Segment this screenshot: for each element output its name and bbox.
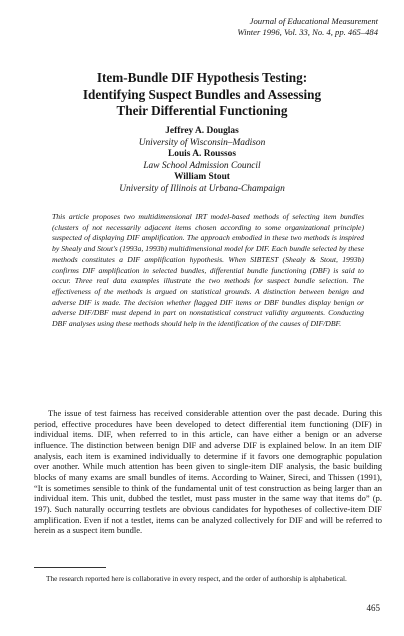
title-line-3: Their Differential Functioning [116,103,288,118]
author-name: William Stout [174,172,230,182]
abstract: This article proposes two multidimensional IRT model-based methods of selecting item bundles (clusters of not necessarily adjacent items chosen according to some organizational principle) suspected of displaying DIF amplification. The approach embodied in these two methods is inspired by Shealy and Stout's (1993a, 1993b) multidimensional model for DIF. Each bundle selected by these methods constitutes a DIF amplification hypothesis. When SIBTEST (Shealy & Stout, 1993b) confirms DIF amplification in selected bundles, differential bundle functioning (DBF) is said to occur. Three real data examples illustrate the two methods for suspect bundle selection. The effectiveness of the methods is argued on statistical grounds. A distinction between benign and adverse DIF is made. The decision whether flagged DIF items or DBF bundles display benign or adverse DIF/DBF must depend in part on nonstatistical construct validity arguments. Conducting DBF analyses using these methods should help in the identification of the causes of DIF/DBF. [52,212,364,329]
footnote: The research reported here is collaborative in every respect, and the order of authorship is alphabetical. [46,574,347,583]
article-title [0,70,404,120]
author-name: Jeffrey A. Douglas [165,126,239,136]
journal-name: Journal of Educational Measurement [249,16,378,26]
author-affiliation: University of Wisconsin–Madison [138,137,266,148]
author-affiliation: University of Illinois at Urbana-Champaign [119,183,285,194]
page-number: 465 [366,603,380,613]
journal-issue: Winter 1996, Vol. 33, No. 4, pp. 465–484 [237,27,378,37]
footnote-divider [34,567,106,568]
author-block [0,126,404,195]
body-paragraph: The issue of test fairness has received considerable attention over the past decade. During this period, effective procedures have been developed to detect differential item functioning (DIF) in individual items. DIF, when referred to in this article, can have either a benign or an adverse influence. The distinction between benign DIF and adverse DIF is explained below. In an item DIF analysis, each item is examined individually to determine if it favors one demographic population over another. While much attention has been given to single-item DIF analysis, the basic building blocks of many exams are small bundles of items. According to Wainer, Sireci, and Thissen (1991), “It is sometimes sensible to think of the fundamental unit of test construction as being larger than an individual item. This unit, dubbed the testlet, must pass muster in the same way that items do” (p. 197). Such naturally occurring testlets are obvious candidates for hypotheses of collective-item DIF amplification. Even if not a testlet, items can be analyzed collectively for DIF and will be referred to herein as a suspect item bundle. [34,408,382,536]
journal-citation [237,16,378,38]
title-line-1: Item-Bundle DIF Hypothesis Testing: [96,70,308,85]
title-line-2: Identifying Suspect Bundles and Assessing [82,86,322,102]
author-name: Louis A. Roussos [168,149,236,159]
author-affiliation: Law School Admission Council [143,160,261,171]
